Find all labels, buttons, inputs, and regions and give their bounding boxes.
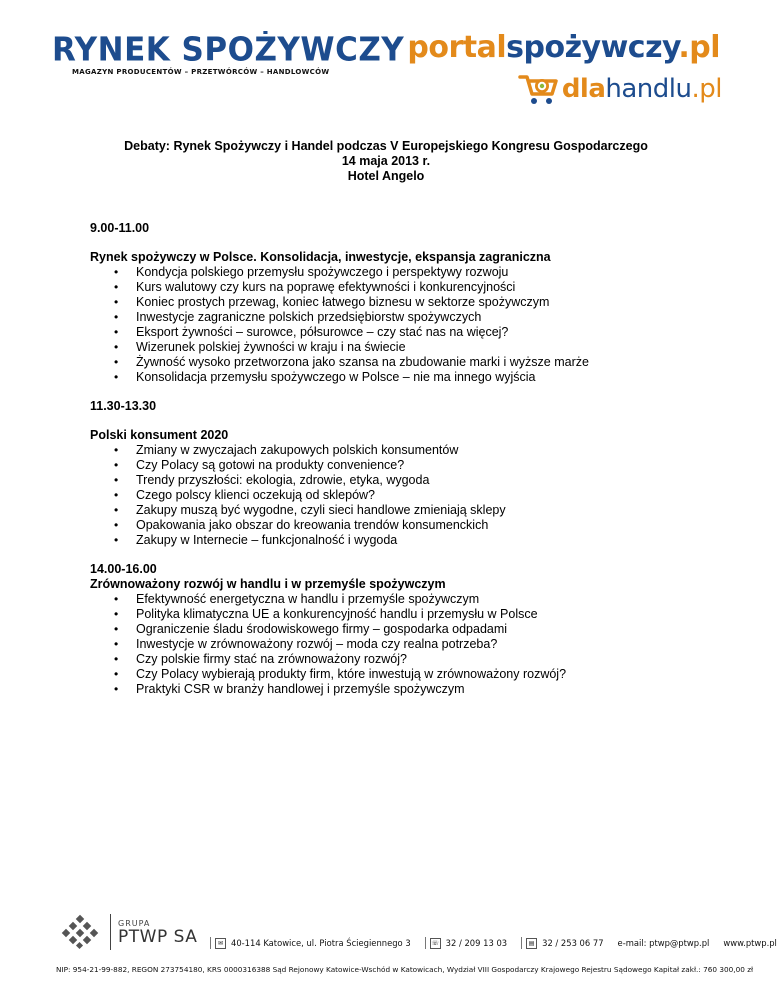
fax-icon: ▤ [526,938,537,949]
topic-item: • Konsolidacja przemysłu spożywczego w Polsce – nie ma innego wyjścia [90,370,690,385]
dla-part1: dla [561,74,606,104]
website-text: www.ptwp.pl [723,938,777,948]
session-time: 9.00-11.00 [90,221,150,235]
ptwp-diamond-icon [58,914,102,950]
session-1 [90,221,690,385]
contact-line [210,937,777,949]
session-2 [90,399,690,548]
logo-divider [110,914,111,950]
session-topics [90,443,690,548]
session-time: 14.00-16.00 [90,562,157,576]
topic-item: • Trendy przyszłości: ekologia, zdrowie, etyka, wygoda [90,473,690,488]
session-3 [90,562,690,697]
portal-part3: .pl [678,30,720,65]
session-topics [90,265,690,385]
dla-text [562,74,722,104]
session-title: Zrównoważony rozwój w handlu i w przemyśle spożywczym [90,577,446,591]
topic-item: • Zakupy muszą być wygodne, czyli sieci handlowe zmieniają sklepy [90,503,690,518]
portal-part1: portal [407,30,507,65]
phone-icon: ☏ [431,939,439,947]
topic-item: • Kurs walutowy czy kurs na poprawę efektywności i konkurencyjności [90,280,690,295]
topic-item: • Zmiany w zwyczajach zakupowych polskich konsumentów [90,443,690,458]
dla-part3: .pl [691,74,722,104]
topic-item: • Zakupy w Internecie – funkcjonalność i wygoda [90,533,690,548]
envelope-icon: ✉ [215,938,226,949]
topic-item: • Inwestycje zagraniczne polskich przedsiębiorstw spożywczych [90,310,690,325]
dla-part2: handlu [605,74,692,104]
topic-item: • Opakowania jako obszar do kreowania trendów konsumenckich [90,518,690,533]
topic-item: • Czy Polacy wybierają produkty firm, które inwestują w zrównoważony rozwój? [90,667,690,682]
title-venue: Hotel Angelo [347,169,425,183]
session-title: Polski konsument 2020 [90,428,229,442]
topic-item: • Inwestycje w zrównoważony rozwój – moda czy realna potrzeba? [90,637,690,652]
portalspozywczy-logo [407,30,720,65]
topic-item: • Kondycja polskiego przemysłu spożywczego i perspektywy rozwoju [90,265,690,280]
title-date: 14 maja 2013 r. [341,154,431,168]
company-name: PTWP SA [118,926,198,947]
topic-item: • Czy Polacy są gotowi na produkty convenience? [90,458,690,473]
session-time: 11.30-13.30 [90,399,157,413]
phone-text: 32 / 209 13 03 [445,938,508,948]
session-title: Rynek spożywczy w Polsce. Konsolidacja, inwestycje, ekspansja zagraniczna [90,250,551,264]
topic-item: • Czy polskie firmy stać na zrównoważony rozwój? [90,652,690,667]
session-topics [90,592,690,697]
rynek-spozywczy-logo [52,31,405,76]
shopping-cart-icon [518,72,560,106]
topic-item: • Efektywność energetyczna w handlu i przemyśle spożywczym [90,592,690,607]
grupa-label: GRUPA [118,918,151,928]
ptwp-text [118,919,197,946]
title-block [82,139,690,184]
title-line1: Debaty: Rynek Spożywczy i Handel podczas V Europejskiego Kongresu Gospodarczego [124,139,648,153]
document-body [90,139,690,697]
address-text: 40-114 Katowice, ul. Piotra Ściegiennego 3 [231,938,411,948]
topic-item: • Czego polscy klienci oczekują od sklepów? [90,488,690,503]
topic-item: • Eksport żywności – surowce, półsurowce – czy stać nas na więcej? [90,325,690,340]
fax-text: 32 / 253 06 77 [542,938,604,948]
topic-item: • Ograniczenie śladu środowiskowego firmy – gospodarka odpadami [90,622,690,637]
topic-item: • Żywność wysoko przetworzona jako szansa na zbudowanie marki i wyższe marże [90,355,690,370]
topic-item: • Koniec prostych przewag, koniec łatwego biznesu w sektorze spożywczym [90,295,690,310]
legal-info: NIP: 954-21-99-882, REGON 273754180, KRS 0000316388 Sąd Rejonowy Katowice-Wschód w Katowicach, Wydział VIII Gospodarczy Krajowego Rejestru Sądowego Kapitał zakł.: 760 300,00 zł [56,965,754,974]
logo-brand-text: RYNEK SPOŻYWCZY [52,31,405,69]
portal-part2: spożywczy [506,30,679,65]
logo-tagline: MAGAZYN PRODUCENTÓW – PRZETWÓRCÓW – HANDLOWCÓW [72,68,330,76]
dlahandlu-logo [518,72,722,106]
topic-item: • Wizerunek polskiej żywności w kraju i na świecie [90,340,690,355]
topic-item: • Praktyki CSR w branży handlowej i przemyśle spożywczym [90,682,690,697]
email-text: e-mail: ptwp@ptwp.pl [617,938,710,948]
ptwp-logo [58,914,197,950]
topic-item: • Polityka klimatyczna UE a konkurencyjność handlu i przemysłu w Polsce [90,607,690,622]
